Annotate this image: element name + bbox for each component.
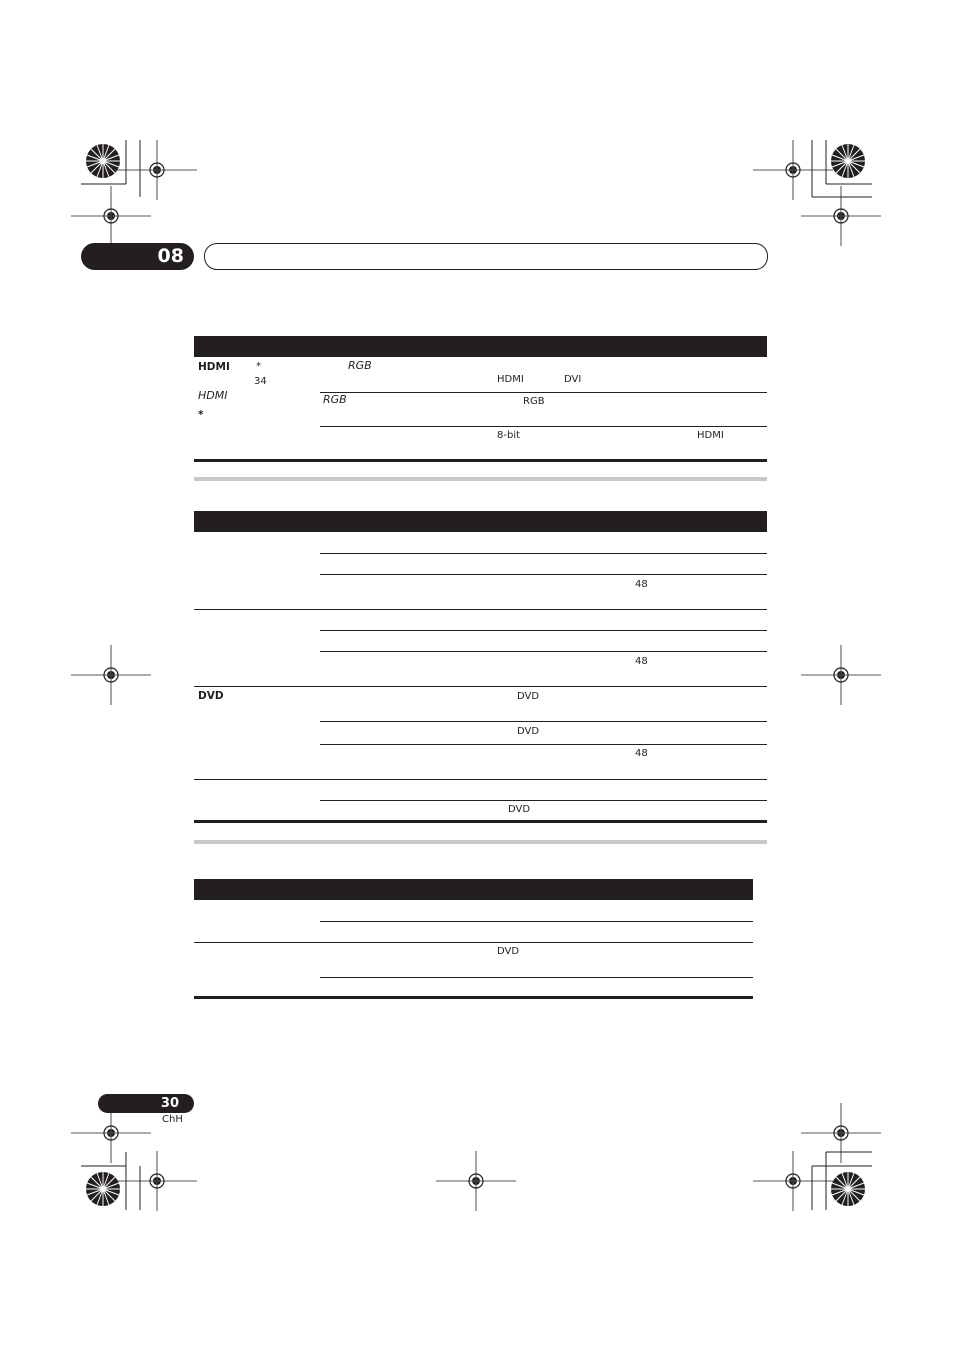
table2-divider — [320, 744, 767, 745]
table1-row1-rgb: RGB — [348, 359, 372, 372]
table2-group-divider — [194, 686, 767, 687]
page-number-badge: 30 — [98, 1094, 194, 1113]
table3-header-bar — [194, 879, 753, 900]
table1-row3-hdmi: HDMI — [697, 430, 724, 441]
table1-divider — [320, 392, 767, 393]
table2-header-bar — [194, 511, 767, 532]
table1-row1-hdmi: HDMI — [497, 374, 524, 385]
table2-bottom-rule — [194, 820, 767, 823]
table1-hdmi-label: HDMI — [198, 361, 230, 373]
table2-divider — [320, 651, 767, 652]
section-separator — [194, 477, 767, 481]
table1-header-bar — [194, 336, 767, 357]
table2-divider — [320, 553, 767, 554]
table1-hdmi-italic: HDMI — [198, 389, 228, 402]
table3-divider — [320, 977, 753, 978]
table1-divider — [320, 426, 767, 427]
table2-group-divider — [194, 609, 767, 610]
table3-bottom-rule — [194, 996, 753, 999]
table2-dvd-label: DVD — [198, 690, 224, 702]
table1-row2-rgb-tag: RGB — [523, 396, 545, 407]
table2-group-divider — [194, 779, 767, 780]
table1-row2-rgb: RGB — [323, 393, 347, 406]
table1-page-ref: 34 — [254, 376, 267, 387]
language-code: ChH — [162, 1114, 183, 1125]
table3-group2-row1-dvd: DVD — [497, 946, 520, 957]
table3-group-divider — [194, 942, 753, 943]
section-separator — [194, 840, 767, 844]
table1-bold-asterisk: * — [198, 409, 204, 421]
table3-divider — [320, 921, 753, 922]
table2-divider — [320, 574, 767, 575]
table2-group1-value: 48 — [635, 579, 648, 590]
table1-asterisk: * — [256, 361, 261, 372]
chapter-title-frame — [204, 243, 768, 270]
table2-group3-row1-dvd: DVD — [517, 691, 540, 702]
table2-group3-row2-dvd: DVD — [517, 726, 540, 737]
chapter-number-badge: 08 — [81, 243, 194, 270]
table2-group3-row3-value: 48 — [635, 748, 648, 759]
table1-bottom-rule — [194, 459, 767, 462]
table1-row3-bit: 8-bit — [497, 430, 521, 441]
table2-divider — [320, 800, 767, 801]
table2-divider — [320, 721, 767, 722]
table2-group2-value: 48 — [635, 656, 648, 667]
table1-row1-dvi: DVI — [564, 374, 582, 385]
table2-divider — [320, 630, 767, 631]
table2-group4-row2-dvd: DVD — [508, 804, 531, 815]
